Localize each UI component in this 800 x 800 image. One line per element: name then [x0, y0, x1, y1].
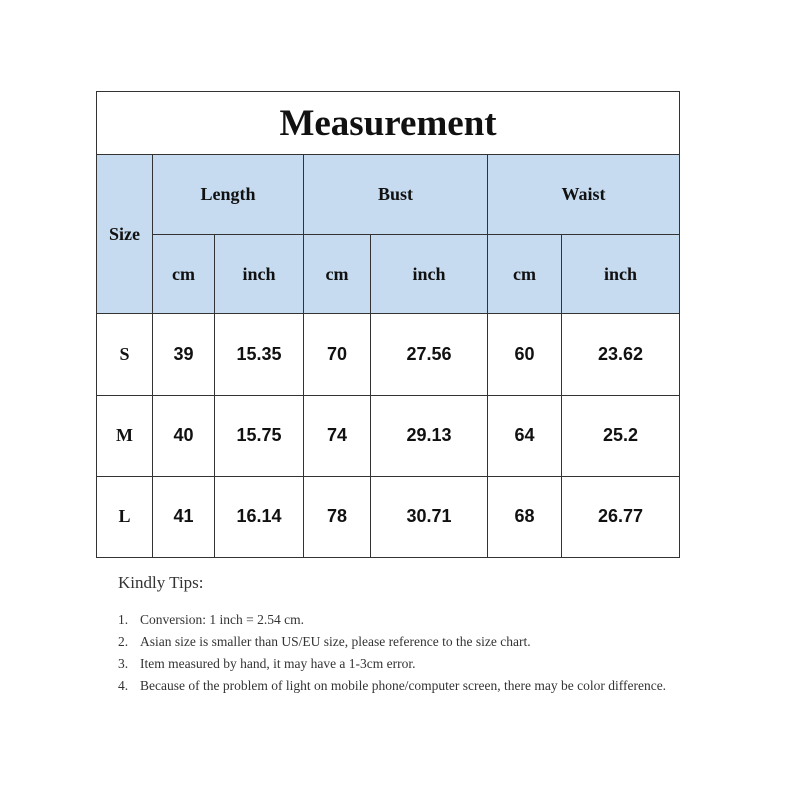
- value-cell: 15.75: [215, 395, 304, 476]
- unit-header: cm: [488, 235, 562, 314]
- list-item: [118, 609, 718, 631]
- list-item: [118, 631, 718, 653]
- header-row: [97, 155, 680, 235]
- value-cell: 39: [153, 314, 215, 395]
- kindly-tips: [118, 573, 718, 697]
- tip-text: Asian size is smaller than US/EU size, please reference to the size chart.: [140, 634, 531, 649]
- value-cell: 70: [304, 314, 371, 395]
- tip-number: 1.: [118, 612, 129, 627]
- length-header: Length: [153, 155, 304, 235]
- unit-header: cm: [153, 235, 215, 314]
- value-cell: 27.56: [371, 314, 488, 395]
- list-item: [118, 675, 718, 697]
- list-item: [118, 653, 718, 675]
- unit-row: [97, 235, 680, 314]
- unit-header: inch: [371, 235, 488, 314]
- size-chart-table: [96, 91, 680, 558]
- tip-number: 2.: [118, 634, 129, 649]
- value-cell: 60: [488, 314, 562, 395]
- table-row: [97, 476, 680, 557]
- table-row: [97, 314, 680, 395]
- unit-header: inch: [562, 235, 680, 314]
- size-cell: M: [97, 395, 153, 476]
- value-cell: 78: [304, 476, 371, 557]
- tip-text: Item measured by hand, it may have a 1-3cm error.: [140, 656, 416, 671]
- tips-title: Kindly Tips:: [118, 573, 204, 592]
- unit-header: inch: [215, 235, 304, 314]
- unit-header: cm: [304, 235, 371, 314]
- table-row: [97, 395, 680, 476]
- tip-text: Because of the problem of light on mobile phone/computer screen, there may be color difference.: [140, 678, 667, 693]
- tip-number: 3.: [118, 656, 129, 671]
- value-cell: 74: [304, 395, 371, 476]
- value-cell: 25.2: [562, 395, 680, 476]
- tips-list: [118, 609, 718, 697]
- tip-text: Conversion: 1 inch = 2.54 cm.: [140, 612, 304, 627]
- value-cell: 64: [488, 395, 562, 476]
- waist-header: Waist: [488, 155, 680, 235]
- size-cell: S: [97, 314, 153, 395]
- size-header: Size: [97, 155, 153, 314]
- table-title: Measurement: [97, 92, 680, 155]
- size-cell: L: [97, 476, 153, 557]
- value-cell: 16.14: [215, 476, 304, 557]
- value-cell: 29.13: [371, 395, 488, 476]
- value-cell: 30.71: [371, 476, 488, 557]
- title-row: [97, 92, 680, 155]
- value-cell: 15.35: [215, 314, 304, 395]
- value-cell: 68: [488, 476, 562, 557]
- bust-header: Bust: [304, 155, 488, 235]
- value-cell: 41: [153, 476, 215, 557]
- value-cell: 23.62: [562, 314, 680, 395]
- tip-number: 4.: [118, 678, 129, 693]
- value-cell: 40: [153, 395, 215, 476]
- value-cell: 26.77: [562, 476, 680, 557]
